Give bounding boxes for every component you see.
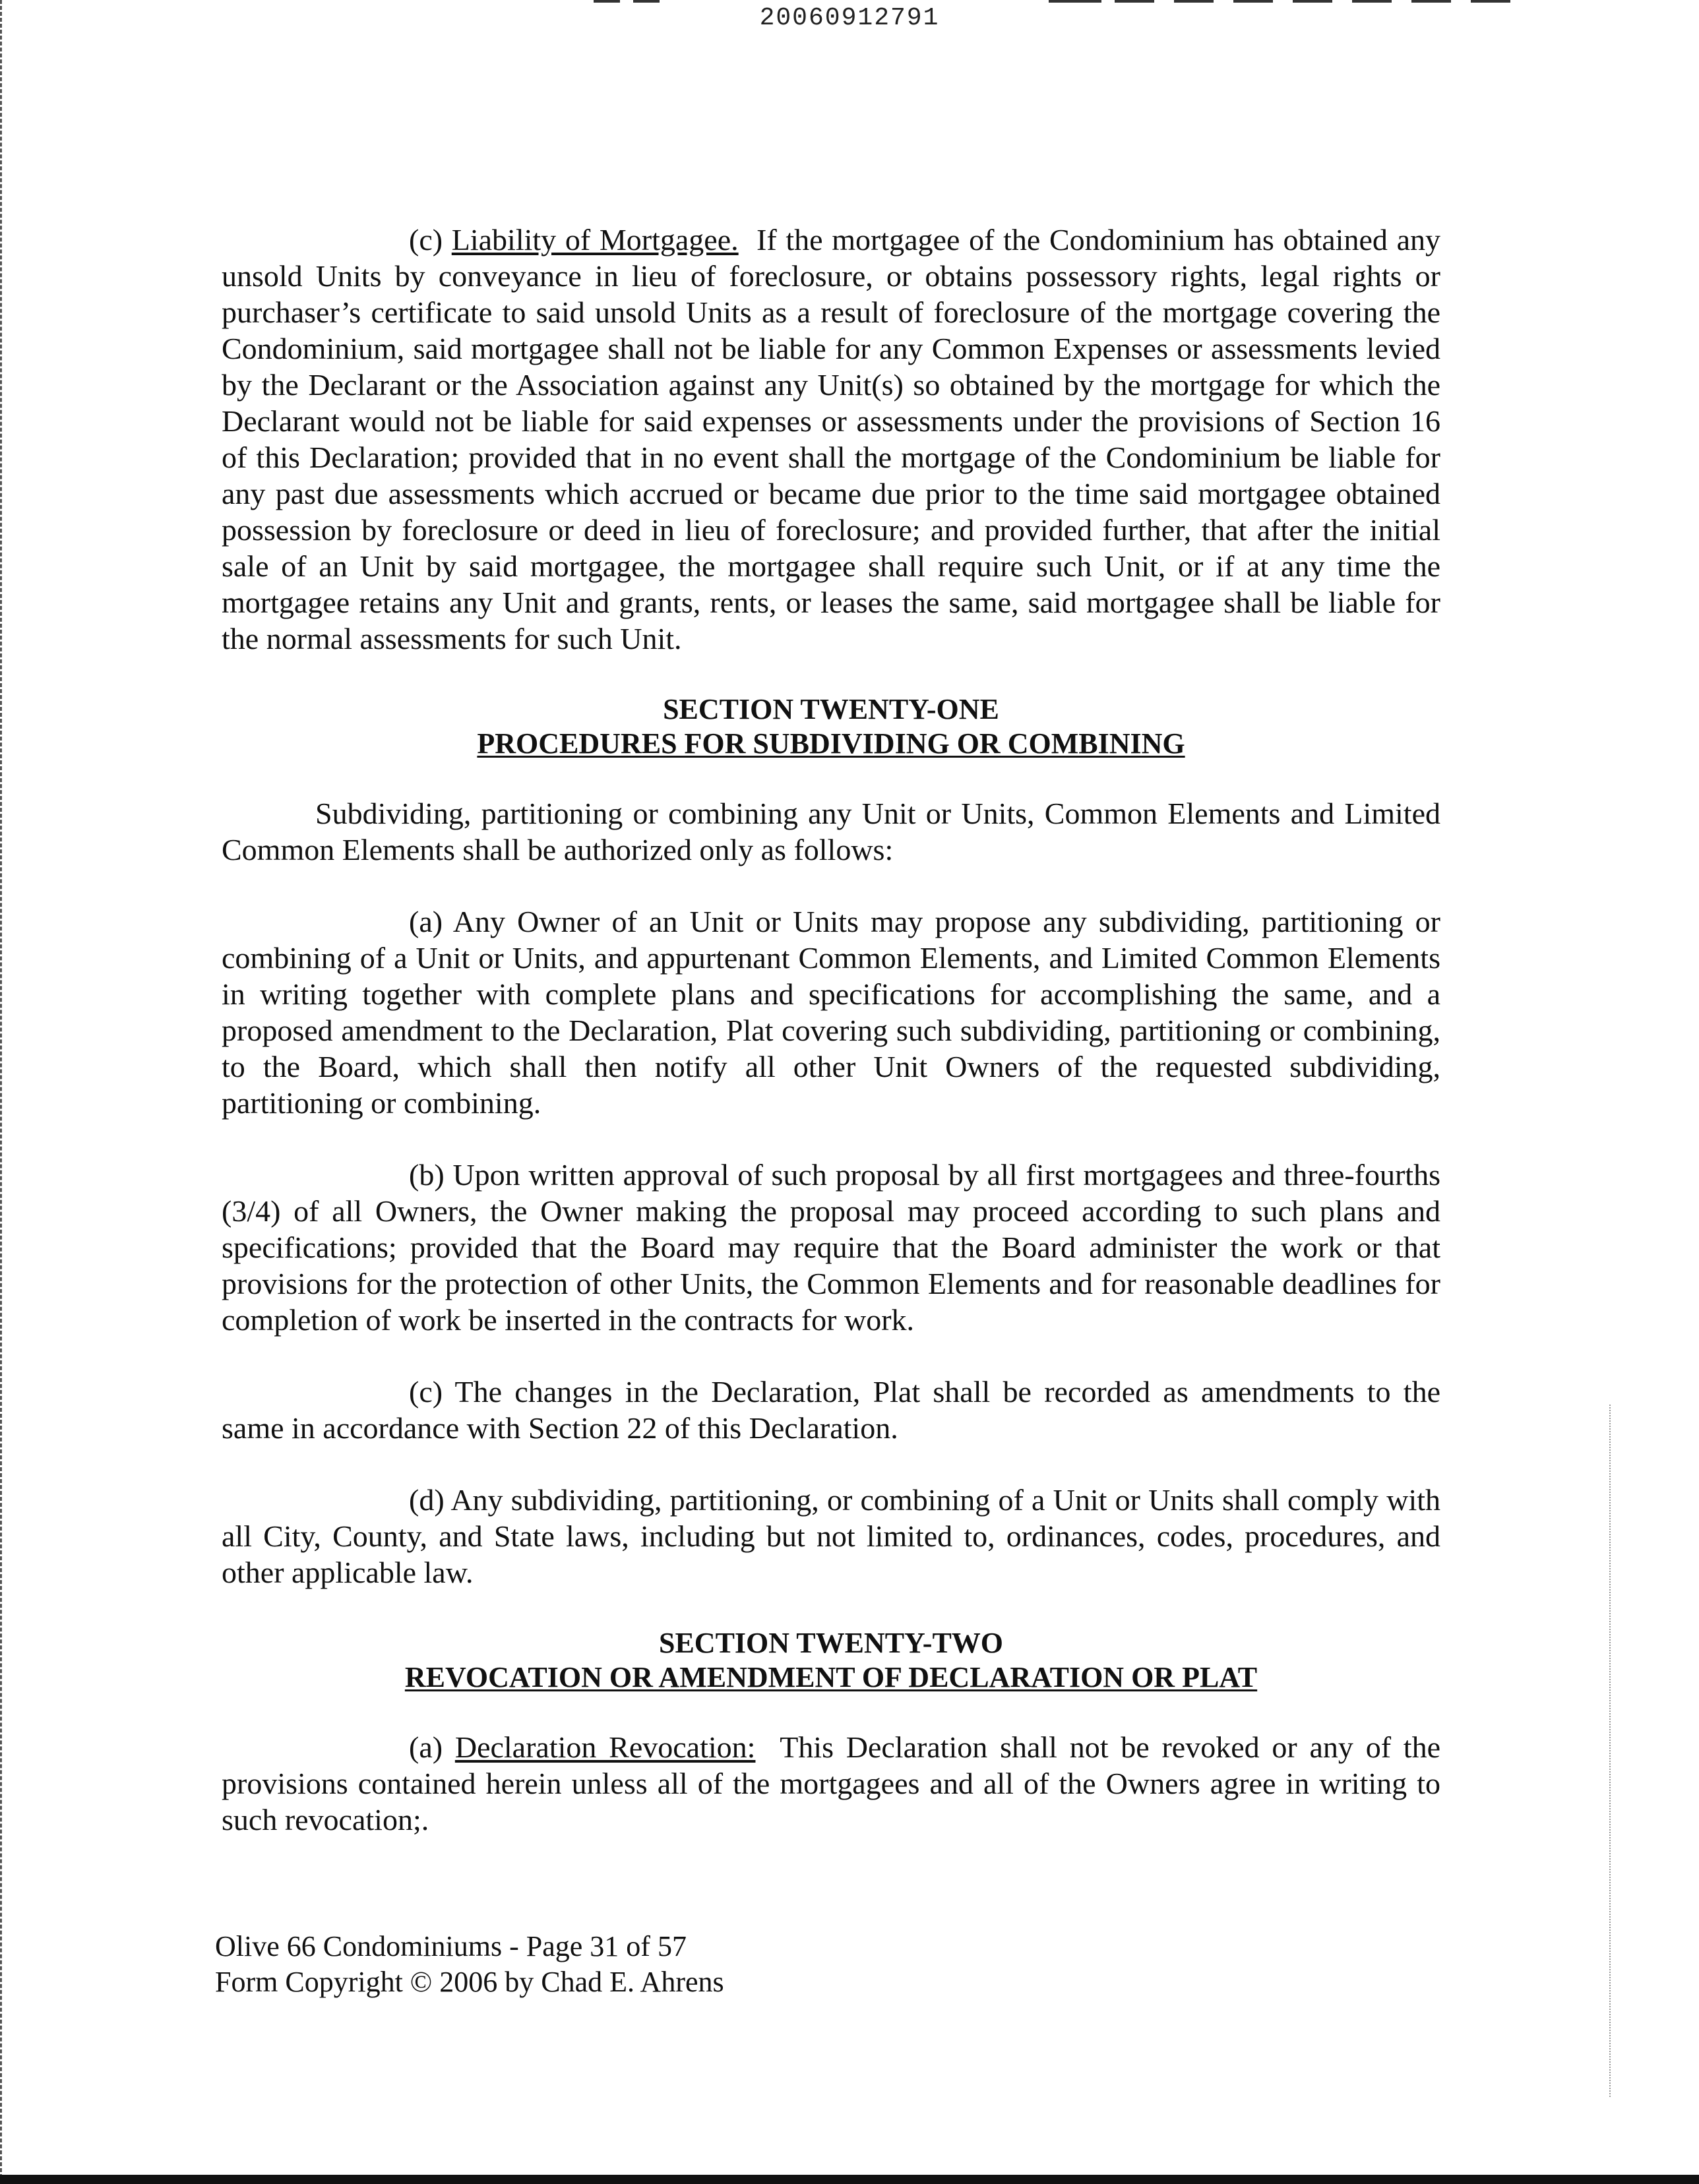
section-22-heading-block	[222, 1626, 1440, 1695]
scan-top-mark	[594, 0, 620, 3]
item-text: Upon written approval of such proposal by all first mortgagees and three-fourths (3/4) of all Owners, the Owner making the proposal may proceed according to such plans and specifications; provided that the Board may require that the Board administer the work or that provisions for the protection of other Units, the Common Elements and for reasonable deadlines for completion of work be inserted in the contracts for work.	[222, 1158, 1440, 1337]
item-text: The changes in the Declaration, Plat shall be recorded as amendments to the same in accordance with Section 22 of this Declaration.	[222, 1375, 1441, 1445]
item-label: (d)	[409, 1483, 445, 1517]
scan-top-mark	[1049, 0, 1101, 3]
footer-page-info: Olive 66 Condominiums - Page 31 of 57	[215, 1930, 687, 1962]
section-21-heading-block	[222, 692, 1440, 761]
scan-top-mark	[633, 0, 660, 3]
section-21-item-b	[222, 1157, 1440, 1338]
paragraph-title: Liability of Mortgagee.	[451, 223, 739, 257]
scan-top-mark	[1233, 0, 1273, 3]
document-number: 20060912791	[759, 4, 940, 32]
item-label: (c)	[409, 1375, 443, 1409]
paragraph-label: (c)	[409, 223, 443, 257]
section-subheading	[222, 1660, 1440, 1695]
paragraph-text: If the mortgagee of the Condominium has obtained any unsold Units by conveyance in lieu of foreclosure, or obtains possessory rights, legal rights or purchaser’s certificate to said unsold Units as a result of foreclosure of the mortgage covering the Condominium, said mortgagee shall not be liable for any Common Expenses or assessments levied by the Declarant or the Association against any Unit(s) so obtained by the mortgage for which the Declarant would not be liable for said expenses or assessments under the provisions of Section 16 of this Declaration; provided that in no event shall the mortgage of the Condominium be liable for any past due assessments which accrued or became due prior to the time said mortgagee obtained possession by foreclosure or deed in lieu of foreclosure; and provided further, that after the initial sale of an Unit by said mortgagee, the mortgagee shall require such Unit, or if at any time the mortgagee retains any Unit and grants, rents, or leases the same, said mortgagee shall be liable for the normal assessments for such Unit.	[222, 223, 1440, 655]
section-subheading-text: PROCEDURES FOR SUBDIVIDING OR COMBINING	[477, 727, 1185, 760]
section-heading: SECTION TWENTY-TWO	[658, 1627, 1004, 1659]
section-heading: SECTION TWENTY-ONE	[663, 693, 999, 725]
item-label: (a)	[409, 1730, 443, 1764]
item-title: Declaration Revocation:	[454, 1730, 756, 1764]
section-subheading	[222, 727, 1440, 761]
scan-top-mark	[1293, 0, 1332, 3]
scan-top-mark	[1471, 0, 1510, 3]
scan-bottom-edge	[0, 2175, 1699, 2184]
document-body	[222, 222, 1440, 1873]
item-text: Any Owner of an Unit or Units may propose any subdividing, partitioning or combining of a Unit or Units, and appurtenant Common Elements, and Limited Common Elements in writing together with complete plans and specifications for accomplishing the same, and a proposed amendment to the Declaration, Plat covering such subdividing, partitioning or combining, to the Board, which shall then notify all other Unit Owners of the requested subdividing, partitioning or combining.	[222, 905, 1441, 1120]
section-21-item-c	[222, 1374, 1440, 1446]
item-text: This Declaration shall not be revoked or any of the provisions contained herein unless all of the mortgagees and all of the Owners agree in writing to such revocation;.	[222, 1730, 1441, 1836]
item-label: (a)	[409, 905, 443, 938]
item-label: (b)	[409, 1158, 445, 1192]
section-21-item-a	[222, 903, 1440, 1121]
page-footer	[215, 1929, 724, 2000]
section-21-intro: Subdividing, partitioning or combining any Unit or Units, Common Elements and Limited Common Elements shall be authorized only as follows:	[222, 797, 1440, 866]
paragraph-liability-of-mortgagee	[222, 222, 1440, 657]
section-21-item-d	[222, 1482, 1440, 1591]
scan-top-mark	[1115, 0, 1154, 3]
scan-top-mark	[1352, 0, 1392, 3]
scan-top-mark	[1411, 0, 1451, 3]
section-subheading-text: REVOCATION OR AMENDMENT OF DECLARATION OR PLAT	[404, 1661, 1258, 1693]
item-text: Any subdividing, partitioning, or combining of a Unit or Units shall comply with all City, County, and State laws, including but not limited to, ordinances, codes, procedures, and other applicable law.	[222, 1483, 1441, 1589]
section-22-item-a	[222, 1729, 1440, 1838]
footer-copyright: Form Copyright © 2006 by Chad E. Ahrens	[215, 1966, 724, 1998]
scan-top-mark	[1174, 0, 1214, 3]
scan-right-margin-mark	[1609, 1405, 1612, 2097]
scan-left-edge	[0, 0, 5, 2184]
